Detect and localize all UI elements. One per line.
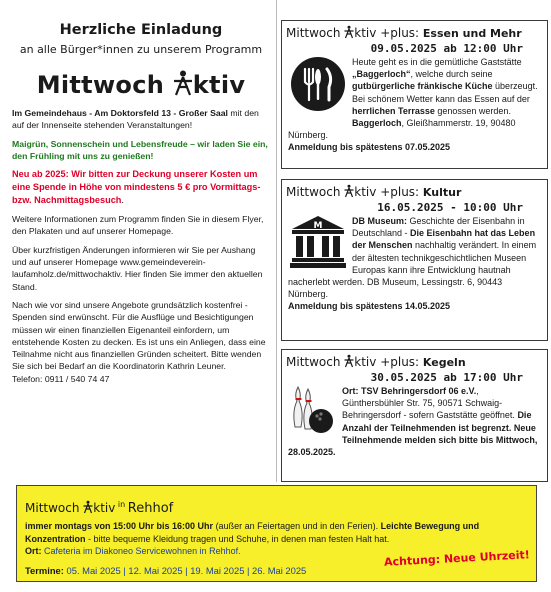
venue-text: Im Gemeindehaus - Am Doktorsfeld 13 - Großer Saal mit den auf der Innenseite stehenden Veranstaltungen! [12, 108, 259, 131]
event-header: Mittwoch ktiv +plus: Kegeln [286, 355, 466, 369]
event-deadline: Anmeldung bis spätestens 14.05.2025 [288, 301, 451, 312]
aktiv-figure-icon [83, 500, 93, 514]
event-box-essen [281, 20, 548, 169]
event-description: Heute geht es in die gemütliche Gaststätte „Baggerloch“, welche durch seine gutbürgerliche fränkische Küche überzeugt. Bei schönem Wetter kann das Essen auf der herrlichen Terrasse genossen werden. Baggerloch, Gleißhammerstr. 19, 90480 Nürnberg. Anmeldung bis spätestens 07.05.2025 [288, 57, 538, 153]
mittwoch-aktiv-logo [12, 69, 270, 101]
museum-icon [290, 215, 346, 272]
event-description: M DB Museum: Geschichte der Eisenbahn in Deutschland - Die Eisenbahn hat das Leben der Menschen nachhaltig verändert. In einem der ältesten technikgeschichtlichen Museen Europas kann ihre Entwicklung hautnah nacherlebt werden. DB Museum, Lessingstr. 6, 90443 Nürnberg. Anmeldung bis spätestens 14.05.2025 [288, 216, 537, 312]
rehhof-dates: Termine: 05. Mai 2025 | 12. Mai 2025 | 19. Mai 2025 | 26. Mai 2025 [25, 565, 307, 576]
logo-word-ktiv: ktiv [192, 71, 246, 99]
event-date: 30.05.2025 ab 17:00 Uhr [370, 371, 523, 384]
invitation-column [12, 22, 270, 385]
donation-notice: Neu ab 2025: Wir bitten zur Deckung unserer Kosten um eine Spende in Höhe von mindestens 5 € pro Vormittags- bzw. Nachmittagsbesuch. [12, 169, 261, 206]
event-header: Mittwoch ktiv +plus: Essen und Mehr [286, 26, 522, 40]
event-description: Ort: TSV Behringersdorf 06 e.V., Günthersbühler Str. 75, 90571 Schwaig-Behringersdorf - sofern Gaststätte geöffnet. Die Anzahl der Teilnehmenden ist begrenzt. Neue Teilnehmende melden sich bitte bis Mittwoch, 28.05.2025. [288, 386, 538, 458]
aktiv-figure-icon [344, 354, 354, 368]
info-text: Weitere Informationen zum Programm finden Sie in diesem Flyer, den Plakaten und auf unserer Homepage. [12, 214, 264, 237]
phone-number: Telefon: 0911 / 540 74 47 [12, 373, 110, 384]
bowling-icon [290, 385, 336, 438]
rehhof-header: Mittwoch ktiv $^{in}$ Rehhof [25, 500, 174, 516]
event-date: 16.05.2025 - 10:00 Uhr [377, 201, 523, 214]
changes-text: Über kurzfristigen Änderungen informieren wir Sie per Aushang und auf unserer Homepage www.gemeindeverein-laufamholz.de/mittwochaktiv. Hier finden Sie immer den aktuellen Stand. [12, 244, 263, 292]
rehhof-description: immer montags von 15:00 Uhr bis 16:00 Uhr (außer an Feiertagen und in den Ferien). Leichte Bewegung und Konzentration - bitte bequeme Kleidung tragen und Schuhe, in denen man festen Halt hat. Ort: Cafeteria im Diakoneo Servicewohnen in Rehhof. [25, 521, 480, 556]
invitation-title: Herzliche Einladung [59, 22, 223, 38]
logo-word-mittwoch: Mittwoch [36, 71, 165, 99]
event-box-kegeln [281, 349, 548, 482]
new-time-notice: Achtung: Neue Uhrzeit! [383, 548, 531, 569]
logo-aktiv-figure-icon [173, 69, 193, 101]
cutlery-icon [290, 56, 346, 115]
event-topic: Kultur [422, 186, 462, 199]
event-deadline: Anmeldung bis spätestens 07.05.2025 [288, 142, 451, 153]
spring-invitation-text: Maigrün, Sonnenschein und Lebensfreude – wir laden Sie ein, den Frühling mit uns zu genießen! [12, 138, 268, 161]
event-header: Mittwoch ktiv +plus: Kultur [286, 185, 462, 199]
svg-text:M: M [313, 221, 323, 231]
costs-text: Nach wie vor sind unsere Angebote grundsätzlich kostenfrei - Spenden sind erwünscht. Für die Ausflüge und Besichtigungen müssen wir einen finanziellen Eigenanteil einfordern, um entstehende Kosten zu decken. Es ist uns ein Anliegen, dass eine Teilnahme nicht aus finanziellen Gründen scheitert. Bitte wenden Sie sich bei Bedarf an die Koordinatorin Kathrin Leuner. [12, 299, 266, 372]
event-topic: Essen und Mehr [422, 27, 522, 40]
aktiv-figure-icon [344, 184, 354, 198]
aktiv-figure-icon [344, 25, 354, 39]
invitation-subtitle: an alle Bürger*innen zu unserem Programm [19, 43, 263, 56]
event-topic: Kegeln [422, 356, 466, 369]
venue-address: Im Gemeindehaus - Am Doktorsfeld 13 - Großer Saal [12, 108, 228, 118]
column-divider [276, 0, 277, 482]
event-date: 09.05.2025 ab 12:00 Uhr [370, 42, 523, 55]
rehhof-box [16, 485, 537, 582]
event-box-kultur [281, 179, 548, 341]
